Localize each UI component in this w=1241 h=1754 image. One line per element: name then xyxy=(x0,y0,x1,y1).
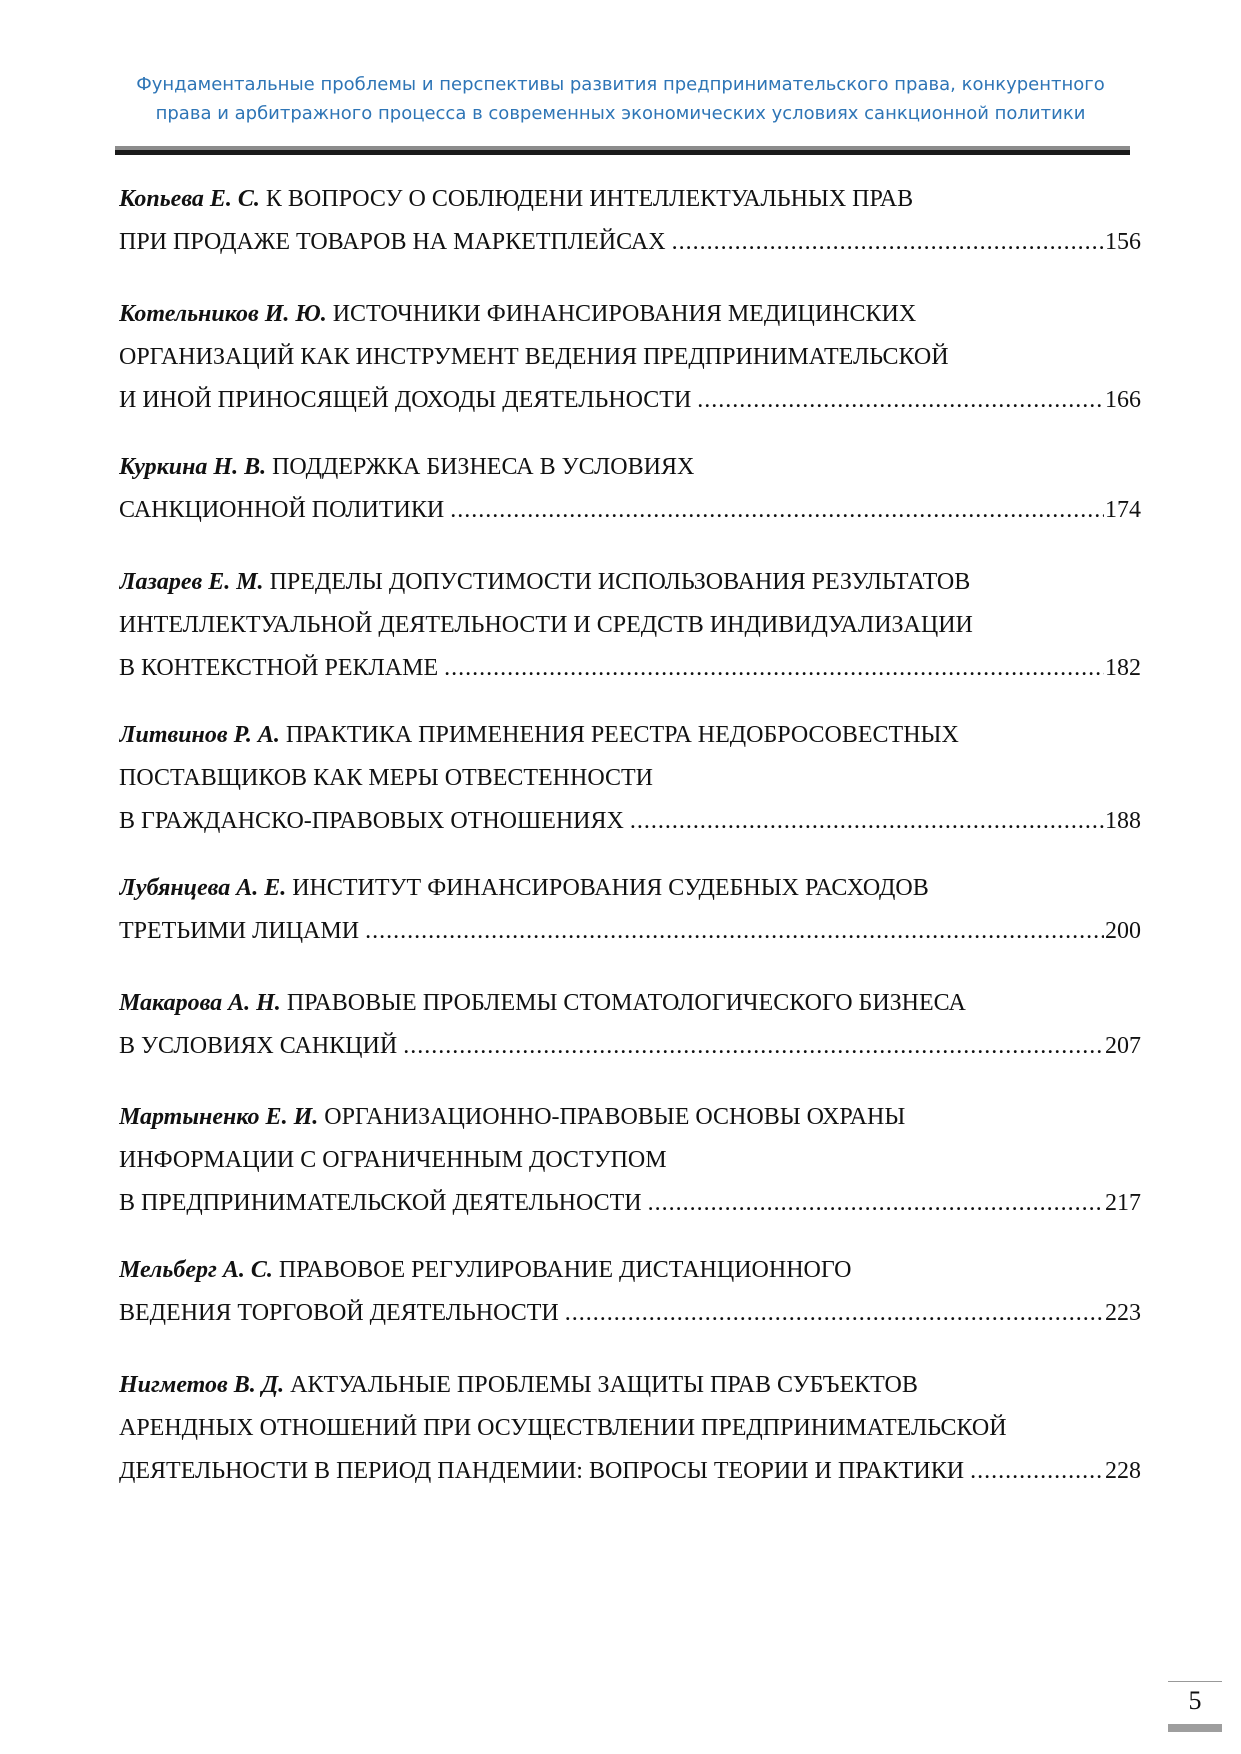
toc-title-mid: ОРГАНИЗАЦИЙ КАК ИНСТРУМЕНТ ВЕДЕНИЯ ПРЕДПРИНИМАТЕЛЬСКОЙ xyxy=(119,344,949,370)
toc-page-number: 207 xyxy=(1105,1033,1141,1059)
toc-entry-first-line xyxy=(119,178,1141,221)
toc-entry-last-line xyxy=(119,800,1141,843)
toc-entry-first-line xyxy=(119,446,1141,489)
toc-entry[interactable] xyxy=(119,1249,1141,1335)
toc-page-number: 156 xyxy=(1105,229,1141,255)
toc-entry[interactable] xyxy=(119,1364,1141,1493)
toc-title-first: ПРЕДЕЛЫ ДОПУСТИМОСТИ ИСПОЛЬЗОВАНИЯ РЕЗУЛЬТАТОВ xyxy=(269,569,971,595)
page-number: 5 xyxy=(1188,1686,1202,1715)
dot-leader xyxy=(403,1025,1104,1068)
toc-author: Лубянцева А. Е. xyxy=(119,875,287,901)
toc-entry-first-line xyxy=(119,867,1141,910)
toc-page-number: 200 xyxy=(1105,918,1141,944)
dot-leader xyxy=(450,489,1104,532)
dot-leader xyxy=(970,1450,1104,1493)
toc-author: Литвинов Р. А. xyxy=(119,722,280,748)
toc-entry[interactable] xyxy=(119,714,1141,843)
toc-entry-last-line xyxy=(119,221,1141,264)
toc-title-mid: АРЕНДНЫХ ОТНОШЕНИЙ ПРИ ОСУЩЕСТВЛЕНИИ ПРЕДПРИНИМАТЕЛЬСКОЙ xyxy=(119,1415,1007,1441)
toc-page-number: 217 xyxy=(1105,1190,1141,1216)
toc-entry-last-line xyxy=(119,647,1141,690)
toc-entry-last-line xyxy=(119,910,1141,953)
toc-title-first: К ВОПРОСУ О СОБЛЮДЕНИ ИНТЕЛЛЕКТУАЛЬНЫХ ПРАВ xyxy=(265,186,914,212)
toc-entry[interactable] xyxy=(119,293,1141,422)
toc-page-number: 174 xyxy=(1105,497,1141,523)
toc-entry[interactable] xyxy=(119,561,1141,690)
toc-entry-last-line xyxy=(119,1025,1141,1068)
toc-entry[interactable] xyxy=(119,1096,1141,1225)
toc-entry-last-line xyxy=(119,489,1141,532)
toc-entry-last-line xyxy=(119,379,1141,422)
toc-author: Мельберг А. С. xyxy=(119,1257,273,1283)
toc-title-last: И ИНОЙ ПРИНОСЯЩЕЙ ДОХОДЫ ДЕЯТЕЛЬНОСТИ xyxy=(119,387,692,413)
toc-title-first: АКТУАЛЬНЫЕ ПРОБЛЕМЫ ЗАЩИТЫ ПРАВ СУБЪЕКТОВ xyxy=(290,1372,918,1398)
toc-title-last: ВЕДЕНИЯ ТОРГОВОЙ ДЕЯТЕЛЬНОСТИ xyxy=(119,1300,559,1326)
toc-entry-first-line xyxy=(119,714,1141,757)
dot-leader xyxy=(565,1292,1104,1335)
header-line-1: Фундаментальные проблемы и перспективы развития предпринимательского права, конкурентного xyxy=(136,74,1105,95)
toc-title-last: В ПРЕДПРИНИМАТЕЛЬСКОЙ ДЕЯТЕЛЬНОСТИ xyxy=(119,1190,642,1216)
toc-title-last: ДЕЯТЕЛЬНОСТИ В ПЕРИОД ПАНДЕМИИ: ВОПРОСЫ ТЕОРИИ И ПРАКТИКИ xyxy=(119,1458,965,1484)
running-header xyxy=(100,70,1141,128)
toc-entry-first-line xyxy=(119,1364,1141,1407)
toc-title-mid: ИНТЕЛЛЕКТУАЛЬНОЙ ДЕЯТЕЛЬНОСТИ И СРЕДСТВ ИНДИВИДУАЛИЗАЦИИ xyxy=(119,612,973,638)
dot-leader xyxy=(697,379,1104,422)
toc-title-first: ПРАКТИКА ПРИМЕНЕНИЯ РЕЕСТРА НЕДОБРОСОВЕСТНЫХ xyxy=(285,722,959,748)
toc-entry-first-line xyxy=(119,561,1141,604)
toc-title-last: ПРИ ПРОДАЖЕ ТОВАРОВ НА МАРКЕТПЛЕЙСАХ xyxy=(119,229,666,255)
toc-author: Копьева Е. С. xyxy=(119,186,260,212)
toc-entry[interactable] xyxy=(119,178,1141,264)
toc-author: Нигметов В. Д. xyxy=(119,1372,285,1398)
dot-leader xyxy=(672,221,1104,264)
toc-page-number: 166 xyxy=(1105,387,1141,413)
toc-entry-last-line xyxy=(119,1292,1141,1335)
toc-title-mid: ПОСТАВЩИКОВ КАК МЕРЫ ОТВЕСТЕННОСТИ xyxy=(119,765,653,791)
toc-entry-first-line xyxy=(119,1096,1141,1139)
toc-entry[interactable] xyxy=(119,982,1141,1068)
toc-author: Куркина Н. В. xyxy=(119,454,267,480)
dot-leader xyxy=(648,1182,1104,1225)
toc-author: Котельников И. Ю. xyxy=(119,301,327,327)
toc-title-mid: ИНФОРМАЦИИ С ОГРАНИЧЕННЫМ ДОСТУПОМ xyxy=(119,1147,667,1173)
toc-page-number: 182 xyxy=(1105,655,1141,681)
toc-entry-first-line xyxy=(119,982,1141,1025)
toc-page-number: 223 xyxy=(1105,1300,1141,1326)
toc-title-first: ПРАВОВЫЕ ПРОБЛЕМЫ СТОМАТОЛОГИЧЕСКОГО БИЗНЕСА xyxy=(286,990,966,1016)
toc-entry-first-line xyxy=(119,293,1141,336)
toc-entry-last-line xyxy=(119,1182,1141,1225)
dot-leader xyxy=(365,910,1104,953)
page-number-rule-top xyxy=(1168,1681,1222,1682)
header-rule-dark xyxy=(115,150,1130,155)
toc-title-last: САНКЦИОННОЙ ПОЛИТИКИ xyxy=(119,497,445,523)
header-line-2: права и арбитражного процесса в современных экономических условиях санкционной политики xyxy=(155,103,1086,124)
toc-page-number: 228 xyxy=(1105,1458,1141,1484)
toc-entry[interactable] xyxy=(119,446,1141,532)
toc-title-first: ПОДДЕРЖКА БИЗНЕСА В УСЛОВИЯХ xyxy=(272,454,695,480)
toc-title-last: В УСЛОВИЯХ САНКЦИЙ xyxy=(119,1033,398,1059)
toc-author: Мартыненко Е. И. xyxy=(119,1104,319,1130)
toc-author: Лазарев Е. М. xyxy=(119,569,264,595)
toc-title-first: ПРАВОВОЕ РЕГУЛИРОВАНИЕ ДИСТАНЦИОННОГО xyxy=(278,1257,852,1283)
toc-title-first: ИНСТИТУТ ФИНАНСИРОВАНИЯ СУДЕБНЫХ РАСХОДОВ xyxy=(292,875,929,901)
toc-title-last: В КОНТЕКСТНОЙ РЕКЛАМЕ xyxy=(119,655,439,681)
toc-title-last: ТРЕТЬИМИ ЛИЦАМИ xyxy=(119,918,360,944)
dot-leader xyxy=(444,647,1104,690)
page-number-rule-bottom xyxy=(1168,1724,1222,1732)
toc-title-first: ИСТОЧНИКИ ФИНАНСИРОВАНИЯ МЕДИЦИНСКИХ xyxy=(332,301,917,327)
dot-leader xyxy=(630,800,1104,843)
toc-entry-last-line xyxy=(119,1450,1141,1493)
toc-entry-first-line xyxy=(119,1249,1141,1292)
toc-title-first: ОРГАНИЗАЦИОННО-ПРАВОВЫЕ ОСНОВЫ ОХРАНЫ xyxy=(324,1104,906,1130)
toc-page-number: 188 xyxy=(1105,808,1141,834)
toc-title-last: В ГРАЖДАНСКО-ПРАВОВЫХ ОТНОШЕНИЯХ xyxy=(119,808,624,834)
toc-author: Макарова А. Н. xyxy=(119,990,281,1016)
toc-entry[interactable] xyxy=(119,867,1141,953)
